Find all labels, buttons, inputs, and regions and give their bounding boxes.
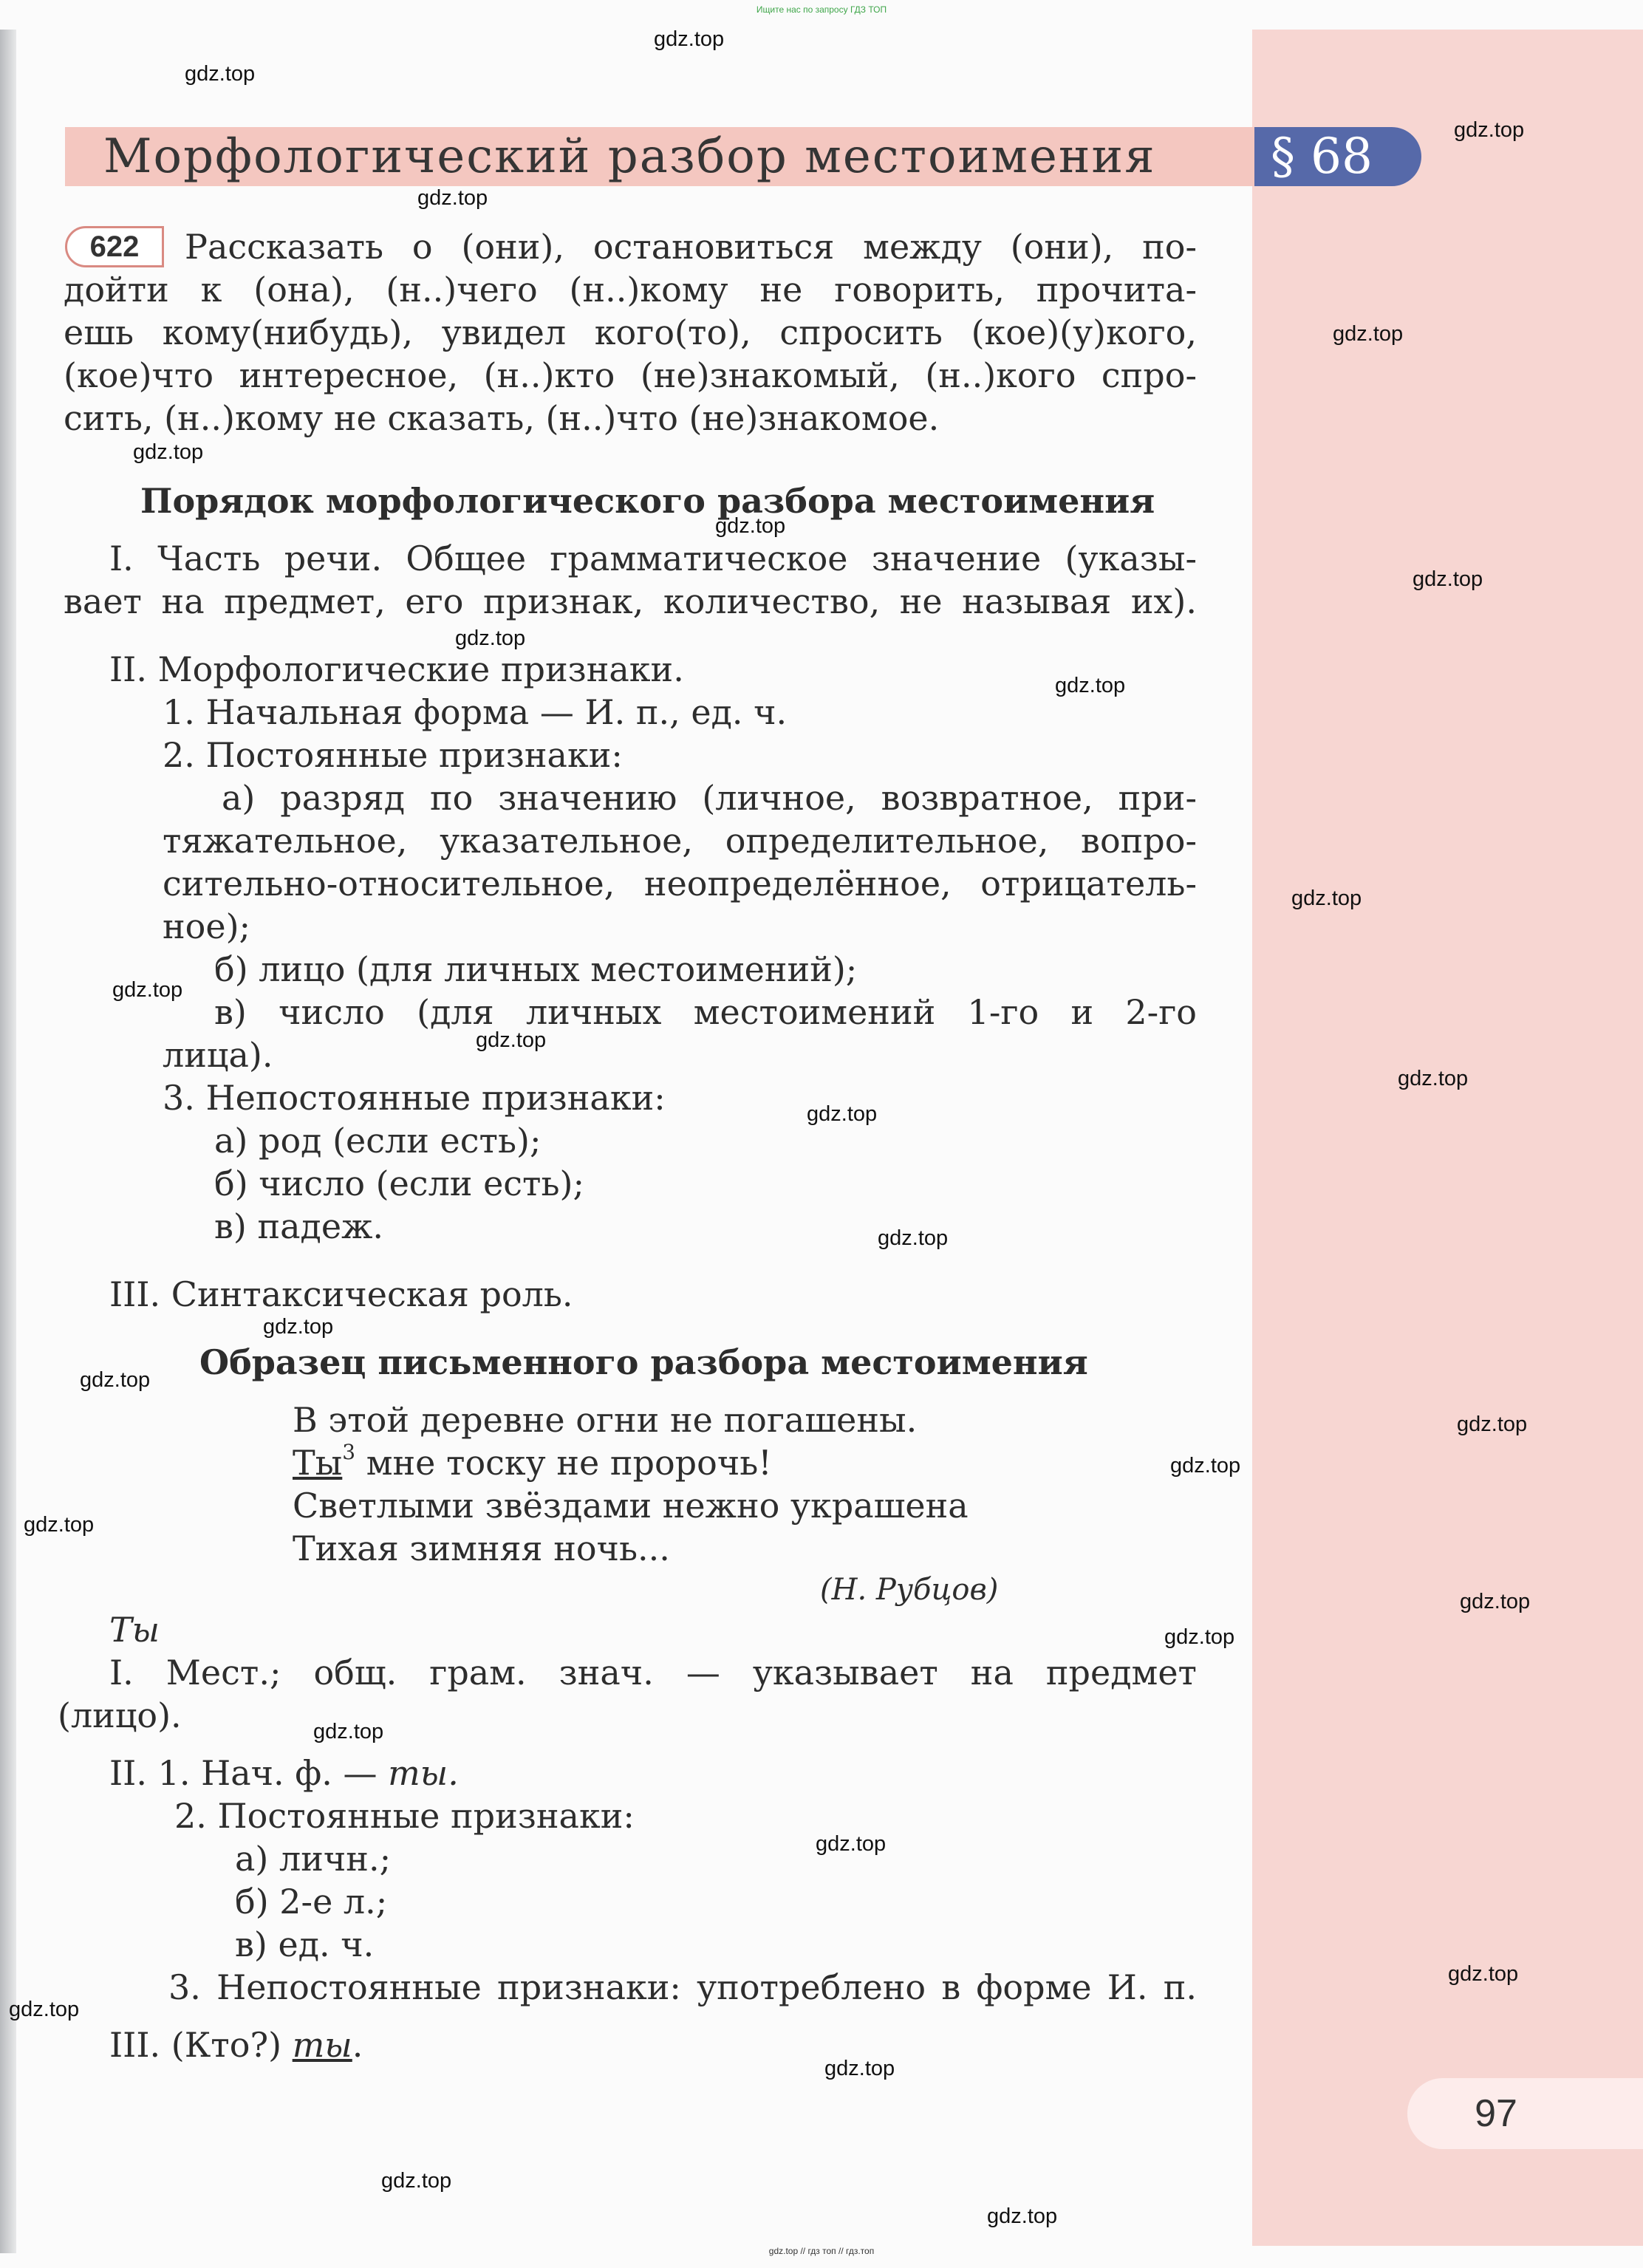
order-line: в) число (для личных местоимений 1-го и 2-го <box>214 992 1197 1032</box>
watermark: gdz.top <box>1170 1454 1241 1478</box>
watermark: gdz.top <box>1291 887 1362 910</box>
watermark: gdz.top <box>1333 322 1404 346</box>
poem-line-rest: мне тоску не пророчь! <box>355 1443 772 1483</box>
watermark: gdz.top <box>1055 674 1126 697</box>
watermark: gdz.top <box>878 1226 949 1250</box>
poem-author: (Н. Рубцов) <box>820 1573 999 1607</box>
header-search-note[interactable]: Ищите нас по запросу ГДЗ ТОП <box>756 4 887 15</box>
order-line: б) число (если есть); <box>214 1164 584 1203</box>
analyzed-word: Ты <box>109 1610 160 1650</box>
watermark: gdz.top <box>185 62 256 86</box>
watermark: gdz.top <box>1164 1625 1235 1649</box>
order-line: II. Морфологические признаки. <box>109 649 684 689</box>
order-line: III. Синтаксическая роль. <box>109 1274 573 1314</box>
exercise-line: Рассказать о (они), остановиться между (они), по- <box>185 227 1197 267</box>
poem-line: Тихая зимняя ночь... <box>293 1528 670 1568</box>
order-line: а) разряд по значению (личное, возвратное, при- <box>222 778 1197 818</box>
analysis-line: I. Мест.; общ. грам. знач. — указывает на предмет <box>109 1653 1197 1693</box>
poem-line <box>293 1442 772 1483</box>
poem-pronoun: Ты <box>293 1443 343 1483</box>
analysis-line: (лицо). <box>58 1695 182 1735</box>
watermark: gdz.top <box>987 2204 1058 2228</box>
exercise-line: (кое)что интересное, (н..)кто (не)знакомый, (н..)кого спро- <box>64 355 1197 395</box>
poem-line: Светлыми звёздами нежно украшена <box>293 1486 969 1526</box>
order-heading: Порядок морфологического разбора местоимения <box>140 481 1155 521</box>
analysis-line: 3. Непостоянные признаки: употреблено в форме И. п. <box>168 1967 1197 2007</box>
parse-mark: 3 <box>342 1440 356 1464</box>
watermark: gdz.top <box>1448 1962 1519 1986</box>
watermark: gdz.top <box>80 1368 151 1392</box>
watermark: gdz.top <box>816 1832 887 1856</box>
watermark: gdz.top <box>1460 1590 1531 1613</box>
order-line: а) род (если есть); <box>214 1121 542 1161</box>
analysis-line: б) 2-е л.; <box>235 1882 388 1922</box>
order-line: 2. Постоянные признаки: <box>163 735 623 775</box>
exercise-line: сить, (н..)кому не сказать, (н..)что (не)знакомое. <box>64 398 940 438</box>
order-line: в) падеж. <box>214 1206 384 1246</box>
order-line: сительно-относительное, неопределённое, отрицатель- <box>163 864 1197 904</box>
pink-margin-column <box>1252 30 1643 2246</box>
analysis-word: ты <box>292 2025 352 2065</box>
watermark: gdz.top <box>112 978 183 1002</box>
order-line: лица). <box>163 1035 273 1075</box>
exercise-number-badge: 622 <box>65 226 164 267</box>
footer-links[interactable]: gdz.top // гдз топ // гдз.топ <box>768 2246 875 2256</box>
watermark: gdz.top <box>1398 1067 1469 1090</box>
analysis-text: . <box>352 2025 363 2065</box>
watermark: gdz.top <box>1454 118 1525 142</box>
exercise-line: ешь кому(нибудь), увидел кого(то), спросить (кое)(у)кого, <box>64 312 1197 352</box>
watermark: gdz.top <box>263 1315 334 1339</box>
page-spine-shadow <box>0 30 16 2253</box>
analysis-line: в) ед. ч. <box>235 1924 375 1964</box>
watermark: gdz.top <box>1457 1413 1528 1436</box>
poem-line: В этой деревне огни не погашены. <box>293 1400 918 1440</box>
watermark: gdz.top <box>313 1720 384 1743</box>
order-line: б) лицо (для личных местоимений); <box>214 949 858 989</box>
watermark: gdz.top <box>133 440 204 464</box>
watermark: gdz.top <box>476 1028 547 1052</box>
watermark: gdz.top <box>654 27 725 51</box>
watermark: gdz.top <box>455 626 526 650</box>
analysis-line <box>109 2024 363 2066</box>
analysis-line: 2. Постоянные признаки: <box>174 1796 635 1836</box>
order-line: вает на предмет, его признак, количество, не называя их). <box>64 581 1197 621</box>
watermark: gdz.top <box>824 2057 895 2080</box>
analysis-word: ты. <box>388 1753 459 1793</box>
watermark: gdz.top <box>417 186 488 210</box>
watermark: gdz.top <box>9 1998 80 2021</box>
watermark: gdz.top <box>807 1102 878 1126</box>
analysis-text: II. 1. Нач. ф. — <box>109 1753 389 1793</box>
order-line: I. Часть речи. Общее грамматическое значение (указы- <box>109 539 1197 578</box>
sample-heading: Образец письменного разбора местоимения <box>199 1342 1088 1382</box>
page-number: 97 <box>1475 2092 1517 2135</box>
analysis-line <box>109 1752 459 1794</box>
watermark: gdz.top <box>1413 567 1483 591</box>
order-line: тяжательное, указательное, определительное, вопро- <box>163 821 1197 861</box>
page-title: Морфологический разбор местоимения <box>103 129 1156 184</box>
order-line: 3. Непостоянные признаки: <box>163 1078 666 1118</box>
analysis-line: а) личн.; <box>235 1839 392 1879</box>
watermark: gdz.top <box>715 514 786 538</box>
exercise-line: дойти к (она), (н..)чего (н..)кому не говорить, прочита- <box>64 270 1197 310</box>
analysis-text: III. (Кто?) <box>109 2025 293 2065</box>
order-line: ное); <box>163 906 251 946</box>
watermark: gdz.top <box>381 2169 452 2193</box>
order-line: 1. Начальная форма — И. п., ед. ч. <box>163 692 788 732</box>
paragraph-badge: § 68 <box>1254 127 1421 186</box>
watermark: gdz.top <box>24 1513 95 1537</box>
